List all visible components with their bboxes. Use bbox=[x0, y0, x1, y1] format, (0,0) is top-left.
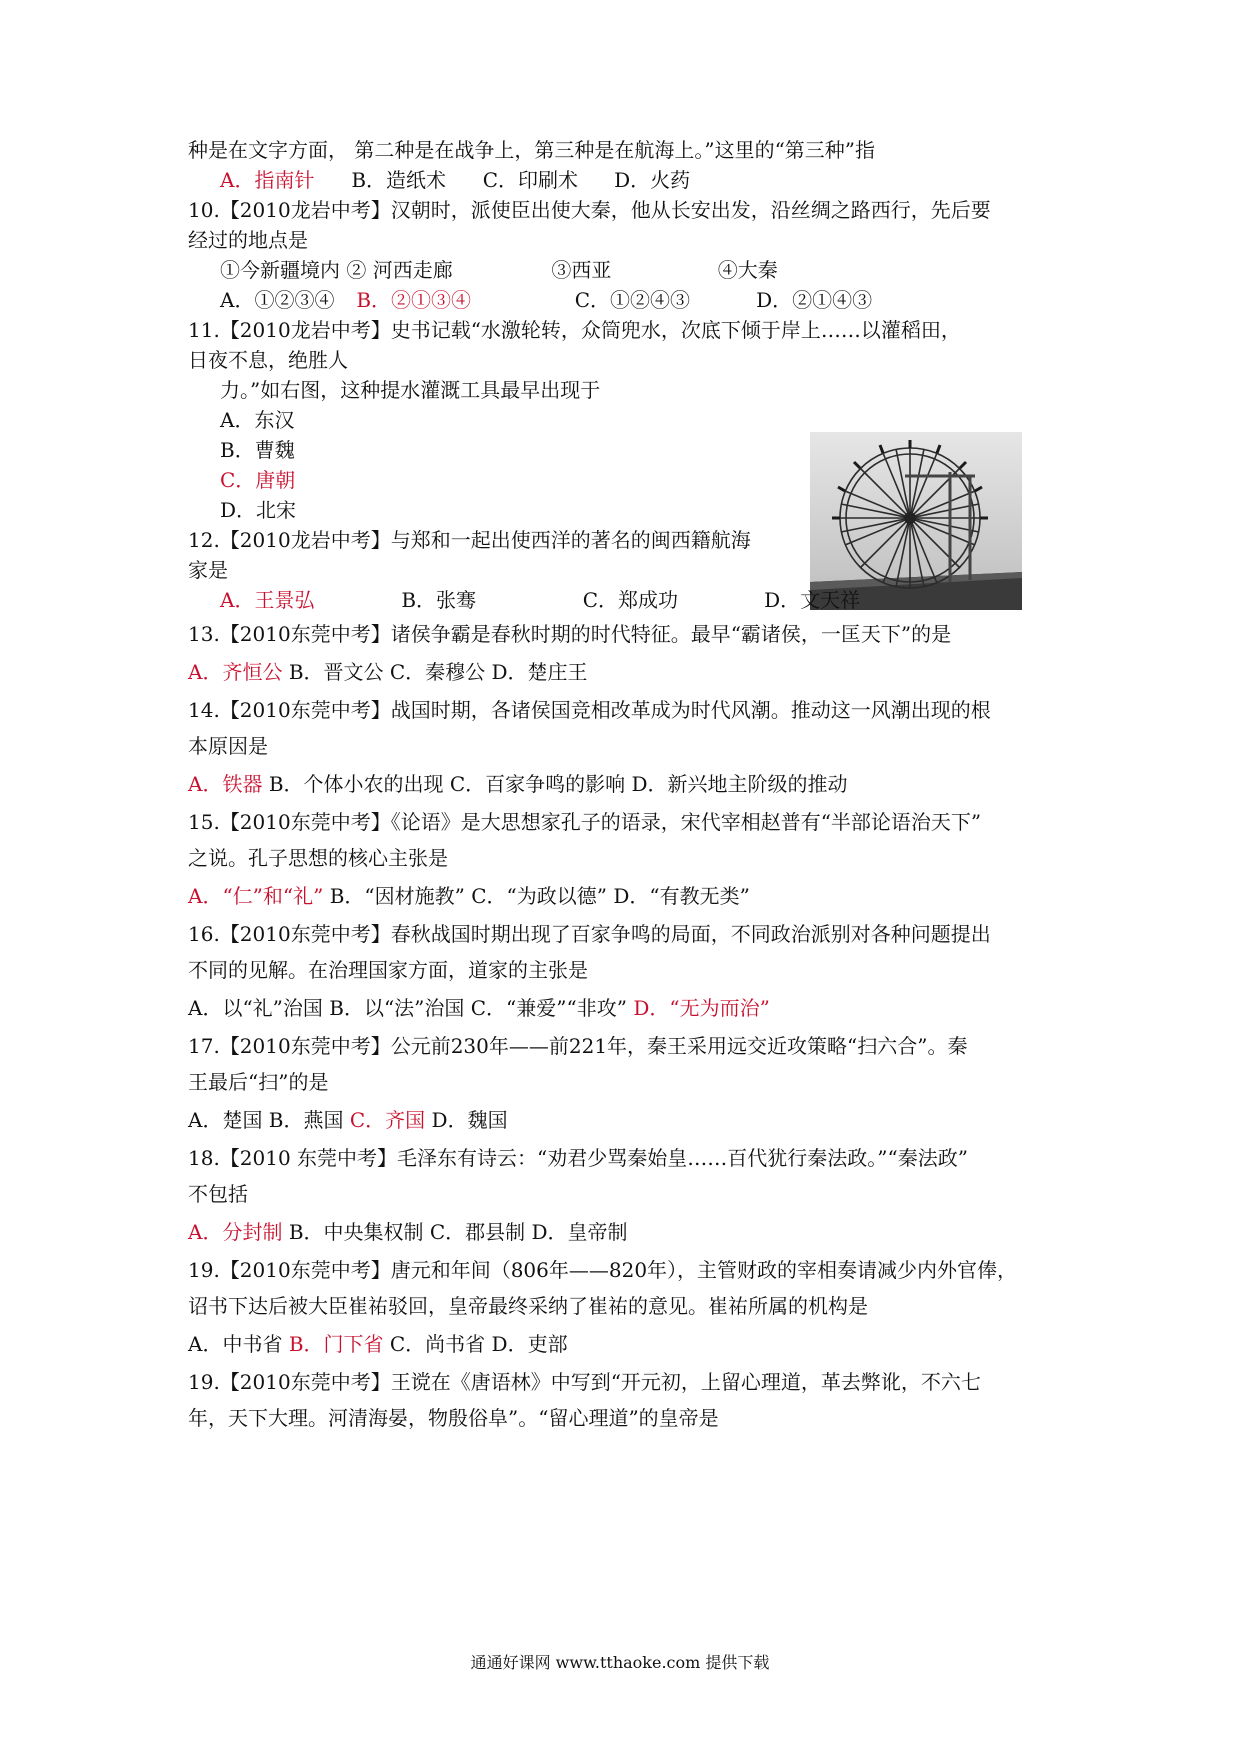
q10-option-a: A．①②③④ bbox=[220, 288, 335, 312]
q19-stem-1: 19.【2010东莞中考】唐元和年间（806年——820年），主管财政的宰相奏请减少内外官俸， bbox=[188, 1258, 1018, 1282]
q10-option-b: B．②①③④ bbox=[356, 288, 472, 312]
q17-stem-1: 17.【2010东莞中考】公元前230年——前221年，秦王采用远交近攻策略“扫六合”。秦 bbox=[188, 1034, 968, 1058]
q17-option-d: D．魏国 bbox=[431, 1108, 508, 1132]
q12-option-a: A．王景弘 bbox=[220, 588, 315, 612]
q12-option-d: D．文天祥 bbox=[764, 588, 861, 612]
q11-stem-1: 11.【2010龙岩中考】史书记载“水激轮转，众筒兜水，次底下倾于岸上……以灌稻田， bbox=[188, 318, 961, 342]
q10-item-1: ①今新疆境内 ② 河西走廊 bbox=[220, 258, 453, 282]
q10-stem-1: 10.【2010龙岩中考】汉朝时，派使臣出使大秦，他从长安出发，沿丝绸之路西行，先后要 bbox=[188, 198, 991, 222]
q9-option-b: B．造纸术 bbox=[351, 168, 447, 192]
q9-option-d: D．火药 bbox=[614, 168, 691, 192]
q17-option-c: C．齐国 bbox=[349, 1108, 426, 1132]
q15-stem-1: 15.【2010东莞中考】《论语》是大思想家孔子的语录，宋代宰相赵普有“半部论语治天下” bbox=[188, 810, 982, 834]
q18-options bbox=[188, 1218, 628, 1246]
q18-stem-1: 18.【2010 东莞中考】毛泽东有诗云：“劝君少骂秦始皇……百代犹行秦法政。”“秦法政” bbox=[188, 1146, 968, 1170]
waterwheel-photo bbox=[810, 432, 1022, 610]
q9-option-a: A．指南针 bbox=[220, 168, 315, 192]
q19-option-b: B．门下省 bbox=[288, 1332, 384, 1356]
q19-options bbox=[188, 1330, 568, 1358]
q13-options bbox=[188, 658, 588, 686]
q11-option-a: A．东汉 bbox=[220, 408, 295, 432]
q11-option-d: D．北宋 bbox=[220, 498, 297, 522]
q9-option-c: C．印刷术 bbox=[482, 168, 579, 192]
q13-stem: 13.【2010东莞中考】诸侯争霸是春秋时期的时代特征。最早“霸诸侯，一匡天下”的是 bbox=[188, 622, 952, 646]
q12-stem-1: 12.【2010龙岩中考】与郑和一起出使西洋的著名的闽西籍航海 bbox=[188, 528, 751, 552]
q14-options-rest: B．个体小农的出现 C．百家争鸣的影响 D．新兴地主阶级的推动 bbox=[268, 772, 848, 796]
q10-items bbox=[220, 256, 778, 284]
q12-stem-2: 家是 bbox=[188, 558, 228, 582]
q16-option-d: D．“无为而治” bbox=[633, 996, 770, 1020]
q12-options bbox=[220, 586, 860, 614]
q18-option-a: A．分封制 bbox=[188, 1220, 283, 1244]
q14-options bbox=[188, 770, 848, 798]
q16-stem-1: 16.【2010东莞中考】春秋战国时期出现了百家争鸣的局面，不同政治派别对各种问题提出 bbox=[188, 922, 991, 946]
q15-options bbox=[188, 882, 750, 910]
q16-options-rest: A．以“礼”治国 B．以“法”治国 C．“兼爱”“非攻” bbox=[188, 996, 627, 1020]
q16-stem-2: 不同的见解。在治理国家方面，道家的主张是 bbox=[188, 958, 588, 982]
q13-option-a: A．齐恒公 bbox=[188, 660, 283, 684]
q19b-stem-1: 19.【2010东莞中考】王谠在《唐语林》中写到“开元初，上留心理道，革去弊讹，不六七 bbox=[188, 1370, 981, 1394]
q15-option-a: A．“仁”和“礼” bbox=[188, 884, 324, 908]
q18-options-rest: B．中央集权制 C．郡县制 D．皇帝制 bbox=[288, 1220, 628, 1244]
q10-item-3: ④大秦 bbox=[717, 258, 778, 282]
q17-options bbox=[188, 1106, 508, 1134]
q18-stem-2: 不包括 bbox=[188, 1182, 248, 1206]
q12-option-b: B．张骞 bbox=[401, 588, 477, 612]
q10-stem-2: 经过的地点是 bbox=[188, 228, 308, 252]
q10-item-2: ③西亚 bbox=[551, 258, 612, 282]
q11-option-c: C．唐朝 bbox=[220, 468, 296, 492]
q11-stem-2: 日夜不息，绝胜人 bbox=[188, 348, 348, 372]
q9-stem-end: 种是在文字方面， 第二种是在战争上，第三种是在航海上。”这里的“第三种”指 bbox=[188, 138, 876, 162]
q16-options bbox=[188, 994, 770, 1022]
q10-option-c: C．①②④③ bbox=[574, 288, 691, 312]
q19-options-rest: C．尚书省 D．吏部 bbox=[389, 1332, 568, 1356]
q19b-stem-2: 年，天下大理。河清海晏，物殷俗阜”。“留心理道”的皇帝是 bbox=[188, 1406, 719, 1430]
q15-options-rest: B．“因材施教” C．“为政以德” D．“有教无类” bbox=[329, 884, 750, 908]
q14-stem-1: 14.【2010东莞中考】战国时期，各诸侯国竞相改革成为时代风潮。推动这一风潮出现的根 bbox=[188, 698, 991, 722]
q12-option-c: C．郑成功 bbox=[582, 588, 679, 612]
q10-option-d: D．②①④③ bbox=[756, 288, 873, 312]
q10-options bbox=[220, 286, 872, 314]
q17-stem-2: 王最后“扫”的是 bbox=[188, 1070, 329, 1094]
q19-option-a: A．中书省 bbox=[188, 1332, 283, 1356]
q13-options-rest: B．晋文公 C．秦穆公 D．楚庄王 bbox=[288, 660, 588, 684]
q11-option-b: B．曹魏 bbox=[220, 438, 295, 462]
q17-options-ab: A．楚国 B．燕国 bbox=[188, 1108, 344, 1132]
page-footer: 通通好课网 www.tthaoke.com 提供下载 bbox=[470, 1653, 770, 1672]
q14-stem-2: 本原因是 bbox=[188, 734, 268, 758]
q14-option-a: A．铁器 bbox=[188, 772, 263, 796]
q19-stem-2: 诏书下达后被大臣崔祐驳回，皇帝最终采纳了崔祐的意见。崔祐所属的机构是 bbox=[188, 1294, 868, 1318]
q11-stem-3: 力。”如右图，这种提水灌溉工具最早出现于 bbox=[220, 378, 601, 402]
q15-stem-2: 之说。孔子思想的核心主张是 bbox=[188, 846, 448, 870]
q9-options bbox=[220, 166, 690, 194]
